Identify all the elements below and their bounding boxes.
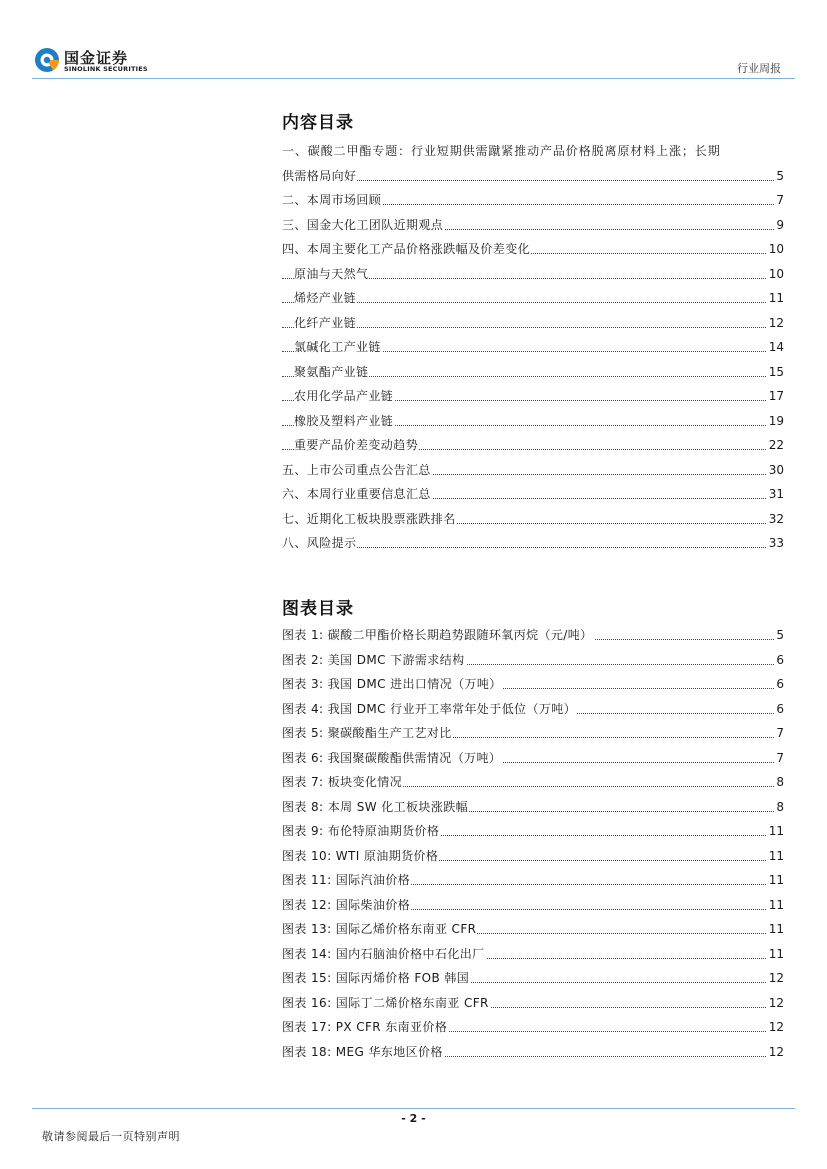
page-number: - 2 - [401,1112,426,1125]
toc-page-number: 32 [767,507,784,531]
figure-entry-label: 图表 16: 国际丁二烯价格东南亚 CFR [282,991,490,1015]
figure-entry-label: 图表 2: 美国 DMC 下游需求结构 [282,648,466,672]
figure-entry-label: 图表 4: 我国 DMC 行业开工率常年处于低位（万吨） [282,697,577,721]
figures-title: 图表目录 [282,599,354,619]
figure-entry[interactable] [282,942,784,966]
figure-entry[interactable] [282,746,784,770]
toc-entry-label: 四、本周主要化工产品价格涨跌幅及价差变化 [282,237,531,261]
toc-page-number: 14 [767,335,784,359]
toc-page-number: 30 [767,458,784,482]
toc-subentry[interactable] [282,409,784,433]
figure-entry[interactable] [282,966,784,990]
report-type-label: 行业周报 [737,62,781,75]
toc-entry-label: 橡胶及塑料产业链 [294,409,394,433]
figure-entry-label: 图表 11: 国际汽油价格 [282,868,411,892]
toc-title: 内容目录 [282,113,354,133]
toc-entry[interactable] [282,237,784,261]
figure-entry-label: 图表 10: WTI 原油期货价格 [282,844,439,868]
toc-entry-label: 农用化学品产业链 [294,384,394,408]
figure-entry-label: 图表 9: 布伦特原油期货价格 [282,819,440,843]
toc-page-number: 12 [767,311,784,335]
figure-entry[interactable] [282,893,784,917]
figure-page-number: 11 [767,819,784,843]
toc-subentry[interactable] [282,335,784,359]
toc-entry[interactable] [282,531,784,555]
figure-entry[interactable] [282,672,784,696]
figure-page-number: 7 [774,721,784,745]
toc-entry[interactable] [282,482,784,506]
figure-entry-label: 图表 3: 我国 DMC 进出口情况（万吨） [282,672,503,696]
dot-leader [282,327,784,328]
toc-page-number: 17 [767,384,784,408]
figure-entry[interactable] [282,770,784,794]
toc-subentry[interactable] [282,433,784,457]
figure-entry-label: 图表 17: PX CFR 东南亚价格 [282,1015,448,1039]
toc-page-number: 22 [767,433,784,457]
toc-entry-label: 烯烃产业链 [294,286,357,310]
figure-page-number: 12 [767,991,784,1015]
figure-page-number: 11 [767,868,784,892]
figure-page-number: 6 [774,648,784,672]
toc-subentry[interactable] [282,286,784,310]
toc-entry-label: 化纤产业链 [294,311,357,335]
figure-entry-label: 图表 14: 国内石脑油价格中石化出厂 [282,942,486,966]
footer-divider [32,1108,795,1109]
figure-page-number: 11 [767,893,784,917]
figure-entry[interactable] [282,623,784,647]
company-logo [34,47,204,77]
figure-entry[interactable] [282,648,784,672]
logo-english-name: SINOLINK SECURITIES [64,65,148,73]
disclaimer-text: 敬请参阅最后一页特别声明 [42,1130,180,1143]
toc-entry-label: 氯碱化工产业链 [294,335,382,359]
toc-entry-label: 二、本周市场回顾 [282,188,382,212]
toc-page-number: 33 [767,531,784,555]
figure-page-number: 8 [774,795,784,819]
figure-entry-label: 图表 12: 国际柴油价格 [282,893,411,917]
figure-entry[interactable] [282,795,784,819]
toc-page-number: 11 [767,286,784,310]
figure-entry[interactable] [282,697,784,721]
toc-entry[interactable] [282,188,784,212]
toc-entry[interactable] [282,458,784,482]
toc-subentry[interactable] [282,262,784,286]
figure-entry-label: 图表 13: 国际乙烯价格东南亚 CFR [282,917,477,941]
figure-entry-label: 图表 6: 我国聚碳酸酯供需情况（万吨） [282,746,502,770]
figure-page-number: 8 [774,770,784,794]
toc-subentry[interactable] [282,384,784,408]
figure-entry[interactable] [282,991,784,1015]
toc-subentry[interactable] [282,311,784,335]
figure-entry-label: 图表 8: 本周 SW 化工板块涨跌幅 [282,795,469,819]
figure-entry[interactable] [282,917,784,941]
toc-entry-label: 聚氨酯产业链 [294,360,369,384]
toc-entry-label: 重要产品价差变动趋势 [294,433,419,457]
toc-entry-label: 一、碳酸二甲酯专题：行业短期供需蹴紧推动产品价格脱离原材料上涨；长期 [282,139,722,163]
toc-entry[interactable] [282,139,784,163]
figure-entry[interactable] [282,819,784,843]
figure-entry-label: 图表 18: MEG 华东地区价格 [282,1040,444,1064]
figure-entry[interactable] [282,868,784,892]
figure-entry-label: 图表 5: 聚碳酸酯生产工艺对比 [282,721,453,745]
logo-chinese-name: 国金证券 [64,49,129,67]
toc-entry[interactable] [282,213,784,237]
figure-page-number: 12 [767,1040,784,1064]
toc-page-number: 19 [767,409,784,433]
toc-page-number: 9 [774,213,784,237]
figure-page-number: 11 [767,844,784,868]
figure-page-number: 11 [767,917,784,941]
figure-page-number: 11 [767,942,784,966]
toc-entry-label: 六、本周行业重要信息汇总 [282,482,432,506]
figure-entry[interactable] [282,721,784,745]
toc-subentry[interactable] [282,360,784,384]
figure-page-number: 12 [767,966,784,990]
toc-entry[interactable] [282,164,784,188]
dot-leader [282,302,784,303]
toc-page-number: 7 [774,188,784,212]
page-header [0,0,827,82]
toc-entry-label: 三、国金大化工团队近期观点 [282,213,444,237]
figure-page-number: 7 [774,746,784,770]
toc-page-number: 10 [767,262,784,286]
figure-entry-label: 图表 7: 板块变化情况 [282,770,403,794]
figure-entry[interactable] [282,1015,784,1039]
sinolink-logo-icon [34,47,60,73]
toc-page-number: 5 [774,164,784,188]
toc-entry[interactable] [282,507,784,531]
toc-page-number: 31 [767,482,784,506]
figure-page-number: 6 [774,697,784,721]
toc-entry-label: 供需格局向好 [282,164,357,188]
toc-entry-label: 五、上市公司重点公告汇总 [282,458,432,482]
figure-entry-label: 图表 1: 碳酸二甲酯价格长期趋势跟随环氧丙烷（元/吨） [282,623,594,647]
figure-page-number: 12 [767,1015,784,1039]
toc-entry-label: 八、风险提示 [282,531,357,555]
header-divider [32,78,795,79]
figure-page-number: 5 [774,623,784,647]
figure-entry-label: 图表 15: 国际丙烯价格 FOB 韩国 [282,966,470,990]
figure-entry[interactable] [282,1040,784,1064]
toc-entry-label: 原油与天然气 [294,262,369,286]
figure-page-number: 6 [774,672,784,696]
toc-page-number: 10 [767,237,784,261]
toc-entry-label: 七、近期化工板块股票涨跌排名 [282,507,457,531]
toc-page-number: 15 [767,360,784,384]
figure-entry[interactable] [282,844,784,868]
